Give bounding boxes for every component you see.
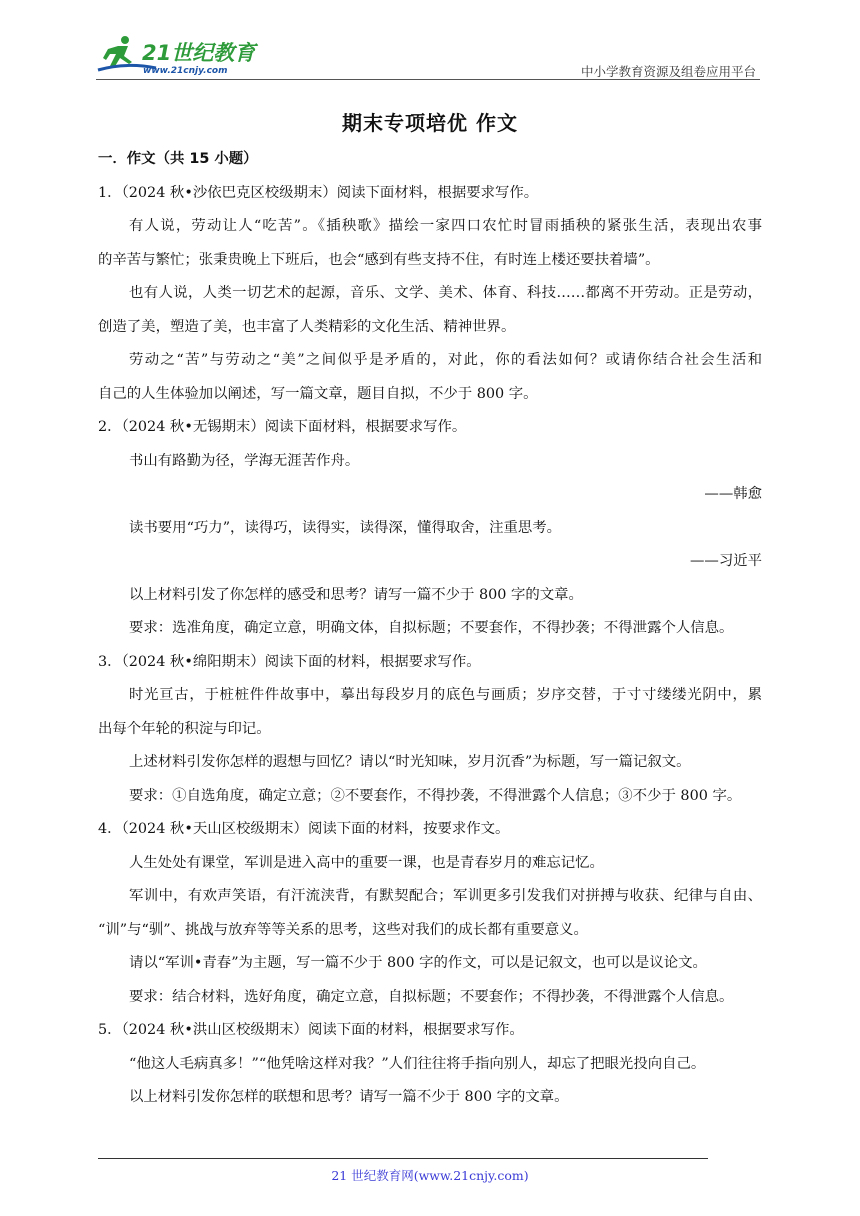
page-title: 期末专项培优 作文 [342,111,518,135]
question-3-stem: 3．（2024 秋•绵阳期末）阅读下面的材料，根据要求写作。 [98,653,481,670]
page-header [96,34,760,80]
paragraph-line: 的辛苦与繁忙；张秉贵晚上下班后，也会“感到有些支持不住，有时连上楼还要扶着墙”。 [98,251,660,268]
paragraph-line: 自己的人生体验加以阐述，写一篇文章，题目自拟，不少于 800 字。 [98,385,538,402]
footer-divider [98,1158,708,1159]
paragraph-line: 上述材料引发你怎样的遐想与回忆？请以“时光知味，岁月沉香”为标题，写一篇记叙文。 [129,754,691,770]
document-body [98,148,762,1120]
paragraph-line: 以上材料引发你怎样的联想和思考？请写一篇不少于 800 字的文章。 [129,1089,569,1105]
requirements-line: 要求：①自选角度，确定立意；②不要套作，不得抄袭，不得泄露个人信息；③不少于 800 字。 [129,787,742,804]
question-1-stem: 1．（2024 秋•沙依巴克区校级期末）阅读下面材料，根据要求写作。 [98,184,539,201]
paragraph-line: “他这人毛病真多！”“他凭啥这样对我？”人们往往将手指向别人，却忘了把眼光投向自己。 [129,1055,706,1072]
requirements-line: 要求：结合材料，选好角度，确定立意，自拟标题；不要套作；不得抄袭，不得泄露个人信息。 [129,988,734,1005]
paragraph-line: 时光亘古，于桩桩件件故事中，摹出每段岁月的底色与画质；岁序交替，于寸寸缕缕光阴中，累 [129,687,762,703]
logo-main-text: 21世纪教育 [142,41,256,65]
quote-attribution: ——韩愈 [704,486,762,502]
requirements-line: 要求：选准角度，确定立意，明确文体，自拟标题；不要套作，不得抄袭；不得泄露个人信息。 [129,620,734,636]
paragraph-line: 军训中，有欢声笑语，有汗流浃背，有默契配合；军训更多引发我们对拼搏与收获、纪律与自由、 [129,888,762,904]
logo-sub-text: www.21cnjy.com [143,66,228,76]
question-4-stem: 4．（2024 秋•天山区校级期末）阅读下面的材料，按要求作文。 [98,821,510,837]
quote-line: 书山有路勤为径，学海无涯苦作舟。 [129,452,360,469]
paragraph-line: 人生处处有课堂，军训是进入高中的重要一课，也是青春岁月的难忘记忆。 [129,854,604,871]
header-divider [96,79,760,80]
paragraph-line: 创造了美，塑造了美，也丰富了人类精彩的文化生活、精神世界。 [98,318,516,335]
paragraph-line: 有人说，劳动让人“吃苦”。《插秧歌》描绘一家四口农忙时冒雨插秧的紧张生活，表现出农事 [129,218,762,234]
quote-line: 读书要用“巧力”，读得巧，读得实，读得深，懂得取舍，注重思考。 [129,519,562,536]
paragraph-line: 劳动之“苦”与劳动之“美”之间似乎是矛盾的，对此，你的看法如何？或请你结合社会生活和 [129,352,762,368]
site-logo [96,34,266,78]
quote-attribution: ——习近平 [690,553,762,569]
question-2-stem: 2．（2024 秋•无锡期末）阅读下面材料，根据要求写作。 [98,419,467,435]
platform-name: 中小学教育资源及组卷应用平台 [580,64,756,79]
section-heading: 一．作文（共 15 小题） [98,151,258,167]
paragraph-line: 也有人说，人类一切艺术的起源，音乐、文学、美术、体育、科技……都离不开劳动。正是劳动， [129,285,762,301]
paragraph-line: 请以“军训•青春”为主题，写一篇不少于 800 字的作文，可以是记叙文，也可以是议论文。 [129,955,707,971]
question-5-stem: 5．（2024 秋•洪山区校级期末）阅读下面的材料，根据要求写作。 [98,1022,524,1038]
paragraph-line: “训”与“驯”、挑战与放弃等等关系的思考，这些对我们的成长都有重要意义。 [98,921,588,938]
paragraph-line: 出每个年轮的积淀与印记。 [98,720,271,737]
paragraph-line: 以上材料引发了你怎样的感受和思考？请写一篇不少于 800 字的文章。 [129,586,583,603]
page-footer: 21 世纪教育网(www.21cnjy.com) [331,1168,529,1183]
